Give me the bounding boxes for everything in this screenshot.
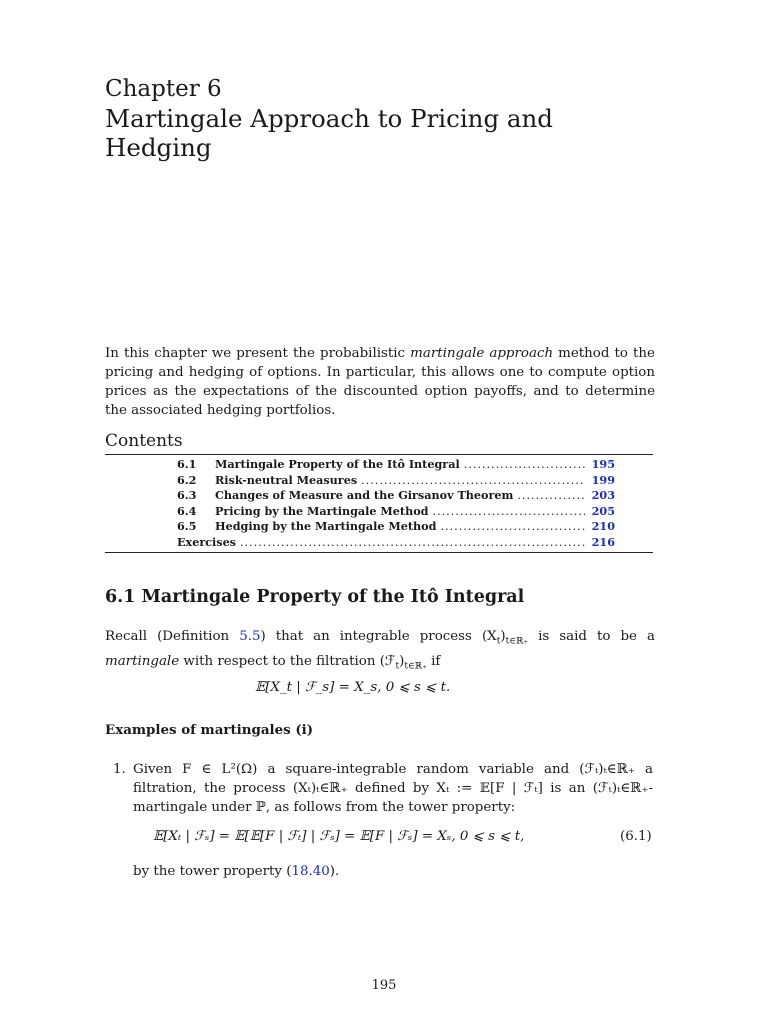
list-item-number: 1. xyxy=(113,762,126,777)
toc-row[interactable]: 6.4 Pricing by the Martingale Method ..... 205 xyxy=(177,504,615,520)
toc-leader xyxy=(433,504,585,520)
contents-rule-top xyxy=(105,454,653,455)
toc-leader xyxy=(517,488,585,504)
martingale-equation: 𝔼[X_t | ℱ_s] = X_s, 0 ⩽ s ⩽ t. xyxy=(255,680,451,695)
tower-equation: 𝔼[Xₜ | ℱₛ] = 𝔼[𝔼[F | ℱₜ] | ℱₛ] = 𝔼[F | ℱₛ] = Xₛ, 0 ⩽ s ⩽ t, xyxy=(153,829,525,844)
definition-paragraph: Recall (Definition 5.5) that an integrable process $(X_t)_{t\in ℝ_+}$ is said to be a martingale with respect to the filtration $(ℱ_t)_{t\in ℝ_+}$ if xyxy=(105,629,655,672)
toc-row[interactable]: 6.2 Risk-neutral Measures ..... 199 xyxy=(177,473,615,489)
toc-leader xyxy=(361,473,585,489)
chapter-title: Martingale Approach to Pricing and Hedging xyxy=(105,104,553,162)
toc-page-link[interactable]: 205 xyxy=(591,503,615,518)
toc-page-link[interactable]: 195 xyxy=(591,457,615,471)
toc-row[interactable]: Exercises ..... 216 xyxy=(177,535,615,551)
equation-link[interactable]: 18.40 xyxy=(291,864,330,879)
toc-row[interactable]: 6.5 Hedging by the Martingale Method ..... 210 xyxy=(177,519,615,535)
contents-rule-bottom xyxy=(105,552,653,553)
toc-page-link[interactable]: 203 xyxy=(591,488,615,503)
examples-heading: Examples of martingales (i) xyxy=(105,722,314,738)
toc-page-link[interactable]: 210 xyxy=(591,519,615,534)
toc-leader xyxy=(464,457,585,473)
definition-link[interactable]: 5.5 xyxy=(239,629,261,644)
toc-row[interactable]: 6.3 Changes of Measure and the Girsanov Theorem ..... 203 xyxy=(177,488,615,504)
list-item-text: Given F ∈ L²(Ω) a square-integrable random variable and (ℱₜ)ₜ∈ℝ₊ a filtration, the process (Xₜ)ₜ∈ℝ₊ defined by Xₜ := 𝔼[F | ℱₜ] is an (ℱₜ)ₜ∈ℝ₊-martingale under ℙ, as follows from the tower property: xyxy=(133,762,653,815)
toc-leader xyxy=(240,535,585,551)
table-of-contents xyxy=(177,457,615,551)
equation-number: (6.1) xyxy=(620,829,652,844)
page-number: 195 xyxy=(371,978,397,993)
tower-property-text: by the tower property (18.40). xyxy=(133,864,340,879)
intro-paragraph: In this chapter we present the probabilistic martingale approach method to the pricing and hedging of options. In particular, this allows one to compute option prices as the expectations of the discounted option payoffs, and to determine the associated hedging portfolios. xyxy=(105,346,655,418)
intro-emphasis: martingale approach xyxy=(410,346,554,361)
toc-page-link[interactable]: 216 xyxy=(591,534,615,549)
contents-heading: Contents xyxy=(105,431,183,451)
toc-row[interactable]: 6.1 Martingale Property of the Itô Integral ..... 195 xyxy=(177,457,615,473)
chapter-label: Chapter 6 xyxy=(105,76,222,102)
section-title: 6.1 Martingale Property of the Itô Integral xyxy=(105,587,525,607)
toc-page-link[interactable]: 199 xyxy=(591,472,615,487)
toc-leader xyxy=(440,519,585,535)
